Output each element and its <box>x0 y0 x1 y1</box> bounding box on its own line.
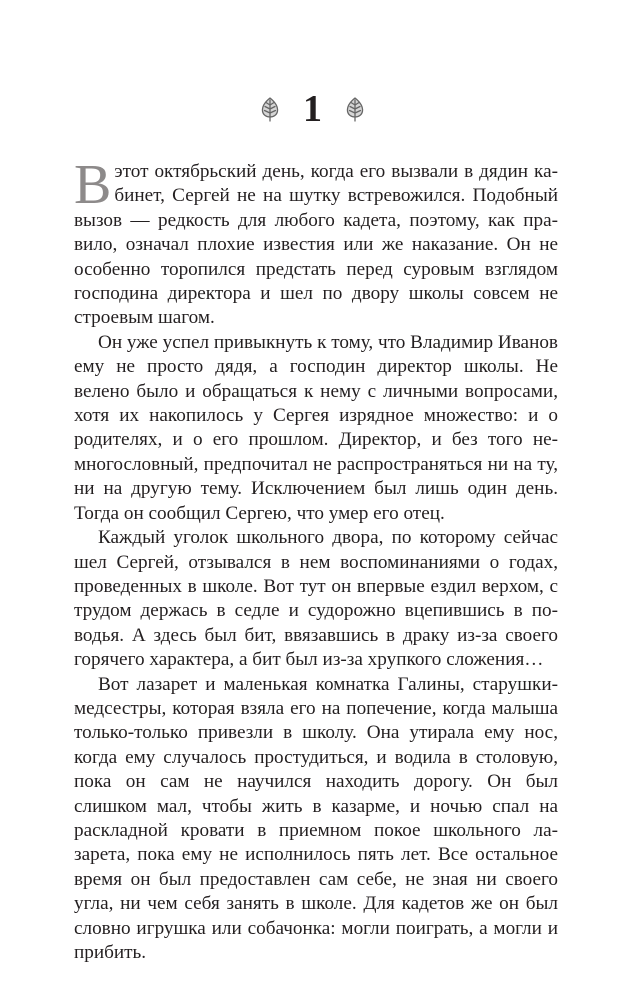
chapter-heading <box>0 86 625 132</box>
leaf-ornament-left-icon <box>259 96 281 122</box>
paragraph-4: Вот лазарет и маленькая комнатка Галины, старушки-медсестры, которая взяла его на попечение, когда малыша только-только привезли в школу. Она утирала ему нос, когда ему случалось простудиться, и водила в столовую, пока он сам не научился находить дорогу. Он был слишком мал, чтобы жить в казарме, и ночью спал на раскладной кровати в приемном покое школьного лазарета, пока ему не исполнилось пять лет. Все остальное время он был предоставлен сам себе, не зная ни своего угла, ни чем себя занять в школе. Для кадетов же он был словно игрушка или собачонка: могли поиграть, а могли и прибить. <box>74 673 558 963</box>
chapter-body-text <box>74 154 558 965</box>
chapter-number: 1 <box>303 88 322 130</box>
paragraph-2: Он уже успел привыкнуть к тому, что Владимир Иванов ему не просто дядя, а господин директор школы. Не велено было и обращаться к нему с личными вопросами, хотя их накопилось у Сергея изрядное множество: и о родителях, и о его прошлом. Директор, и без того немногословный, предпочитал не распространяться ни на ту, ни на другую тему. Исключением был лишь один день. Тогда он сообщил Сергею, что умер его отец. <box>74 331 558 524</box>
paragraph-3: Каждый уголок школьного двора, по которому сейчас шел Сергей, отзывался в нем воспоминаниями о годах, проведенных в школе. Вот тут он впервые ездил верхом, с трудом держась в седле и судорожно вцепившись в поводья. А здесь был бит, ввязавшись в драку из-за своего горячего характера, а бит был из-за хрупкого сложения… <box>74 527 558 671</box>
paragraph-1 <box>74 154 558 331</box>
drop-cap-letter: В <box>74 154 112 216</box>
leaf-ornament-right-icon <box>344 96 366 122</box>
paragraph-1-text: этот октябрьский день, когда его вызвали в дядин кабинет, Сергей не на шутку встревожился. Подобный вызов — редкость для любого кадета, поэтому, как правило, означал плохие известия или же наказание. Он не особенно торопился предстать перед суровым взглядом господина директора и шел по двору школы совсем не строевым шагом. <box>74 161 558 329</box>
